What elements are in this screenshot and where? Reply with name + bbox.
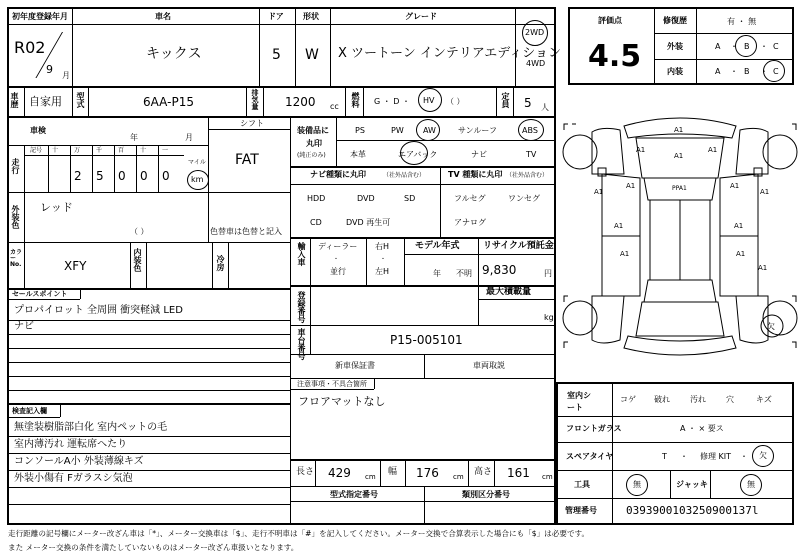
tools-value: 無 [633, 480, 641, 489]
repair-options: 有 ・ 無 [727, 17, 757, 26]
exterior-grade-option: ・ [730, 42, 738, 51]
seat-item: 破れ [654, 395, 670, 404]
grade-label: グレード [405, 12, 437, 21]
type-cert-label: 型式指定番号 [330, 490, 378, 499]
equip-item: ABS [522, 126, 538, 135]
inspector-note-line: 室内薄汚れ 運転席へたり [14, 439, 128, 450]
seat-item: キズ [756, 395, 772, 404]
length-label: 長さ [296, 467, 315, 477]
seat-label: 室内シート [567, 391, 591, 412]
grade-value: X ツートーン インテリアエディション [338, 46, 561, 61]
import-parallel: 並行 [330, 267, 346, 276]
equip-label-1: 装備品に [297, 126, 329, 135]
right-hand-drive: 右H [375, 242, 390, 251]
model-label: 型式 [76, 92, 85, 108]
footer-line-2: また メーター交換の条件を満たしていないものはメーター改ざん車扱いとなります。 [8, 543, 299, 552]
nav-item: CD [310, 218, 322, 227]
height-unit: cm [542, 473, 553, 481]
reg-no-label: 登録番号 [297, 291, 306, 323]
month-unit: 月 [62, 71, 70, 80]
model-value: 6AA-P15 [143, 95, 194, 109]
width-unit: cm [453, 473, 464, 481]
jack-value: 無 [747, 480, 755, 489]
score-value: 4.5 [588, 39, 642, 74]
repair-label: 修復歴 [663, 16, 687, 25]
import-dot: ・ [333, 256, 340, 263]
equip-label-3: (純正のみ) [297, 152, 326, 159]
interior-grade-option: A [715, 67, 721, 76]
notes-label: 注意事項・不具合箇所 [297, 380, 367, 388]
mileage-digit-label: 一 [162, 147, 169, 154]
person-unit: 人 [541, 103, 549, 112]
mile-label: マイル [188, 159, 206, 166]
length-value: 429 [328, 466, 351, 480]
inspection-year: 年 [130, 133, 138, 142]
equip-item: PS [355, 126, 365, 135]
color-value: レッド [40, 201, 73, 214]
shift-value: FAT [235, 152, 259, 168]
svg-text:A1: A1 [730, 182, 740, 190]
kg-unit: kg [544, 313, 554, 322]
nav-item: DVD 再生可 [346, 218, 391, 227]
glass-label: フロントガラス [566, 424, 622, 433]
equip-item: 本革 [350, 150, 366, 159]
model-year-value: 不明 [456, 269, 472, 278]
mileage-digit: 2 [74, 169, 82, 183]
svg-text:A1: A1 [614, 222, 624, 230]
model-year-unit: 年 [433, 269, 441, 278]
mileage-digit-label: 記号 [30, 147, 43, 154]
spare-circled: 欠 [759, 451, 767, 460]
interior-grade-label: 内装 [667, 67, 683, 76]
svg-text:A1: A1 [736, 250, 746, 258]
exterior-grade-option: A [715, 42, 721, 51]
nav-label: ナビ種類に丸印 [310, 170, 366, 179]
svg-text:A1: A1 [674, 152, 684, 160]
spare-item: ・ [740, 452, 748, 461]
equip-item: エアバック [398, 150, 438, 159]
tv-item: アナログ [454, 218, 486, 227]
exterior-grade-option: ・ [760, 42, 768, 51]
exterior-grade-option: B [744, 42, 750, 51]
spare-item: 修理 KIT [700, 452, 732, 461]
inspection-label: 車検 [30, 126, 46, 135]
seat-item: コゲ [620, 395, 636, 404]
nav-item: SD [404, 194, 416, 203]
tools-label: 工具 [574, 480, 590, 489]
svg-text:A1: A1 [758, 264, 768, 272]
sales-point-line: プロパイロット 全周囲 衝突軽減 LED [14, 305, 183, 316]
equip-item: PW [391, 126, 404, 135]
mileage-digit: 5 [96, 169, 104, 183]
displacement-value: 1200 [285, 95, 316, 109]
mileage-label: 走行 [11, 158, 20, 174]
aircon-label: 冷房 [216, 255, 225, 271]
drive-2wd: 2WD [525, 28, 545, 37]
jack-label: ジャッキ [676, 480, 708, 489]
svg-text:A1: A1 [734, 222, 744, 230]
km-label: km [191, 175, 204, 184]
color-label: 外装色 [11, 205, 20, 229]
shape-value: W [305, 47, 319, 63]
fuel-label: 燃料 [351, 92, 360, 108]
left-hand-drive: 左H [375, 267, 390, 276]
inspector-note-line: コンソールA小 外装薄線キズ [14, 456, 144, 467]
yen-unit: 円 [544, 269, 552, 278]
shift-label: シフト [240, 119, 264, 128]
width-value: 176 [416, 466, 439, 480]
svg-text:A1: A1 [594, 188, 604, 196]
mileage-digit-label: 十 [52, 147, 59, 154]
svg-text:A1: A1 [626, 182, 636, 190]
equip-item: サンルーフ [458, 126, 497, 135]
door-count: 5 [272, 47, 281, 63]
class-label: 類別区分番号 [462, 490, 510, 499]
nav-note: （社外品含む） [383, 172, 426, 179]
sales-points-label: セールスポイント [12, 290, 68, 298]
door-label: ドア [268, 12, 284, 21]
equip-label-2: 丸印 [306, 139, 322, 148]
length-unit: cm [365, 473, 376, 481]
nav-item: DVD [357, 194, 375, 203]
mileage-digit: 0 [140, 169, 148, 183]
manual-label: 車両取説 [473, 361, 505, 370]
spare-item: ・ [680, 452, 688, 461]
first-reg-year: R02 [14, 38, 46, 57]
mileage-digit-label: 百 [118, 147, 125, 154]
chassis-label: 車台番号 [297, 328, 306, 360]
import-label: 輸入車 [297, 242, 306, 266]
tv-note: （社外品含む） [506, 172, 549, 179]
exterior-grade-option: C [773, 42, 779, 51]
max-load-label: 最大積載量 [486, 287, 532, 297]
mgmt-label: 管理番号 [565, 506, 597, 515]
tv-item: ワンセグ [508, 194, 540, 203]
exterior-grade-label: 外装 [667, 42, 683, 51]
interior-color-label: 内装色 [133, 248, 142, 272]
recycle-value: 9,830 [482, 263, 517, 277]
seat-item: 穴 [726, 395, 734, 404]
mileage-digit-label: 万 [74, 147, 81, 154]
fuel-paren: （ ） [446, 97, 465, 106]
svg-text:PPA1: PPA1 [672, 185, 687, 192]
spare-item: T [662, 452, 667, 461]
cc-unit: cc [330, 102, 339, 111]
car-name: キックス [146, 46, 202, 62]
color-note-paren: （ ） [130, 227, 149, 236]
notes-value: フロアマットなし [298, 395, 386, 408]
mileage-digit-label: 千 [96, 147, 103, 154]
model-year-label: モデル年式 [415, 241, 460, 251]
fuel-options: G ・ D ・ [374, 97, 410, 106]
inspector-note-line: 無塗装樹脂部白化 室内ペットの毛 [14, 422, 168, 433]
score-label: 評価点 [598, 16, 622, 25]
svg-text:A1: A1 [674, 126, 684, 134]
chassis-value: P15-005101 [390, 333, 463, 347]
drive-4wd: 4WD [526, 59, 546, 68]
nav-item: HDD [307, 194, 326, 203]
svg-text:A1: A1 [620, 250, 630, 258]
inspector-label: 検査記入欄 [12, 407, 47, 415]
capacity-label: 定員 [501, 92, 510, 108]
height-value: 161 [507, 466, 530, 480]
spare-label: スペアタイヤ [566, 452, 614, 461]
mileage-digit: 0 [162, 169, 170, 183]
use-label: 車歴 [10, 92, 19, 108]
interior-grade-option: ・ [730, 67, 738, 76]
import-dealer: ディーラー [318, 242, 358, 251]
first-reg-month: 9 [46, 63, 53, 76]
mileage-digit: 0 [118, 169, 126, 183]
warranty-label: 新車保証書 [335, 361, 375, 370]
color-note: 色替車は色替と記入 [210, 227, 282, 236]
shape-label: 形状 [303, 12, 319, 21]
tv-item: フルセグ [454, 194, 486, 203]
inspector-note-line: 外装小傷有 Fガラスシ気泡 [14, 473, 133, 484]
interior-grade-option: C [773, 67, 779, 76]
svg-text:A1: A1 [760, 188, 770, 196]
width-label: 幅 [388, 467, 398, 477]
recycle-label: リサイクル預託金 [483, 241, 554, 251]
equip-item: AW [423, 126, 436, 135]
color-no-label: カラーNo. [10, 249, 23, 268]
height-label: 高さ [474, 467, 493, 477]
footer-line-1: 走行距離の記号欄にメーター改ざん車は「*」、メーター交換車は「$」、走行不明車は「#」を記入してください。メーター交換で合算表示した場合にも「$」は必要です。 [8, 529, 590, 538]
car-name-label: 車名 [155, 12, 171, 21]
svg-text:A1: A1 [708, 146, 718, 154]
missing-mark: 欠 [767, 322, 775, 331]
displacement-label: 排気量 [251, 89, 259, 110]
fuel-hv: HV [423, 96, 435, 105]
equip-item: TV [526, 150, 537, 159]
first-reg-label: 初年度登録年月 [12, 12, 68, 21]
seat-item: 汚れ [690, 395, 706, 404]
capacity-value: 5 [524, 96, 532, 110]
sales-point-line: ナビ [14, 321, 34, 332]
interior-grade-option: B [744, 67, 750, 76]
svg-text:A1: A1 [636, 146, 646, 154]
vehicle-damage-diagram [562, 96, 798, 376]
color-no-value: XFY [64, 259, 87, 273]
mileage-digit-label: 十 [140, 147, 147, 154]
equip-item: ナビ [471, 150, 487, 159]
inspection-month: 月 [185, 133, 193, 142]
glass-value: A ・ × 要ス [680, 424, 724, 433]
hand-dot: ・ [380, 256, 387, 263]
mgmt-number: 0393900103250900137l [626, 504, 759, 517]
use-value: 自家用 [29, 95, 62, 108]
tv-label: TV 種類に丸印 [448, 170, 503, 179]
interior-grade-option: ・ [760, 67, 768, 76]
